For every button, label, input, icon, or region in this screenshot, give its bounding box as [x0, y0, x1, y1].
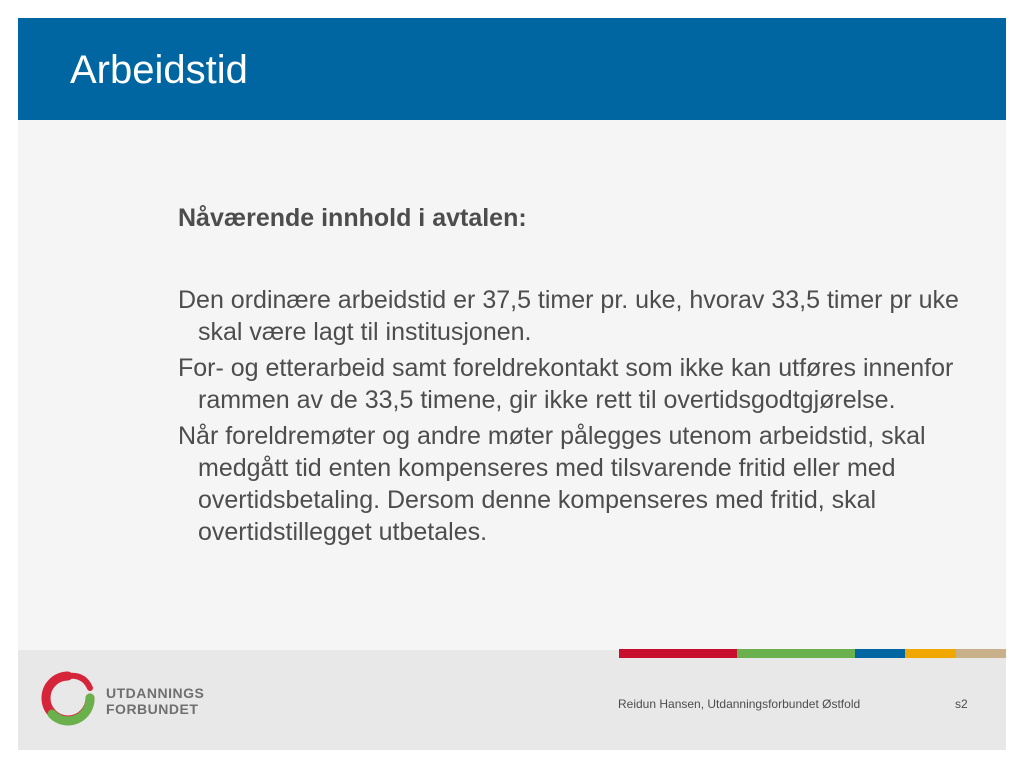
logo-line-1: UTDANNINGS	[106, 685, 205, 701]
stripe-blue	[855, 649, 905, 658]
paragraph-3: Når foreldremøter og andre møter pålegges utenom arbeidstid, skal medgått tid enten kompenseres med tilsvarende fritid eller med overtidsbetaling. Dersom denne kompenseres med fritid, skal overtidstillegget utbetales.	[178, 422, 926, 546]
paragraph-2: For- og etterarbeid samt foreldrekontakt som ikke kan utføres innenfor rammen av de 33,5 timene, gir ikke rett til overtidsgodtgjørelse.	[178, 354, 954, 414]
stripe-green	[737, 649, 855, 658]
stripe-red	[619, 649, 737, 658]
slide	[18, 18, 1006, 750]
paragraph-1: Den ordinære arbeidstid er 37,5 timer pr. uke, hvorav 33,5 timer pr uke skal være lagt til institusjonen.	[178, 286, 959, 346]
logo-wordmark	[106, 685, 204, 717]
slide-content	[178, 202, 998, 552]
utdanningsforbundet-logo-icon	[38, 668, 98, 728]
title-bar	[18, 18, 1006, 120]
logo-line-2: FORBUNDET	[106, 701, 199, 717]
slide-title: Arbeidstid	[70, 48, 248, 92]
page-number: s2	[955, 697, 968, 711]
footer-author: Reidun Hansen, Utdanningsforbundet Østfold	[618, 697, 861, 711]
stripe-tan	[956, 649, 1006, 658]
stripe-yellow	[905, 649, 956, 658]
content-heading: Nåværende innhold i avtalen:	[178, 204, 527, 232]
